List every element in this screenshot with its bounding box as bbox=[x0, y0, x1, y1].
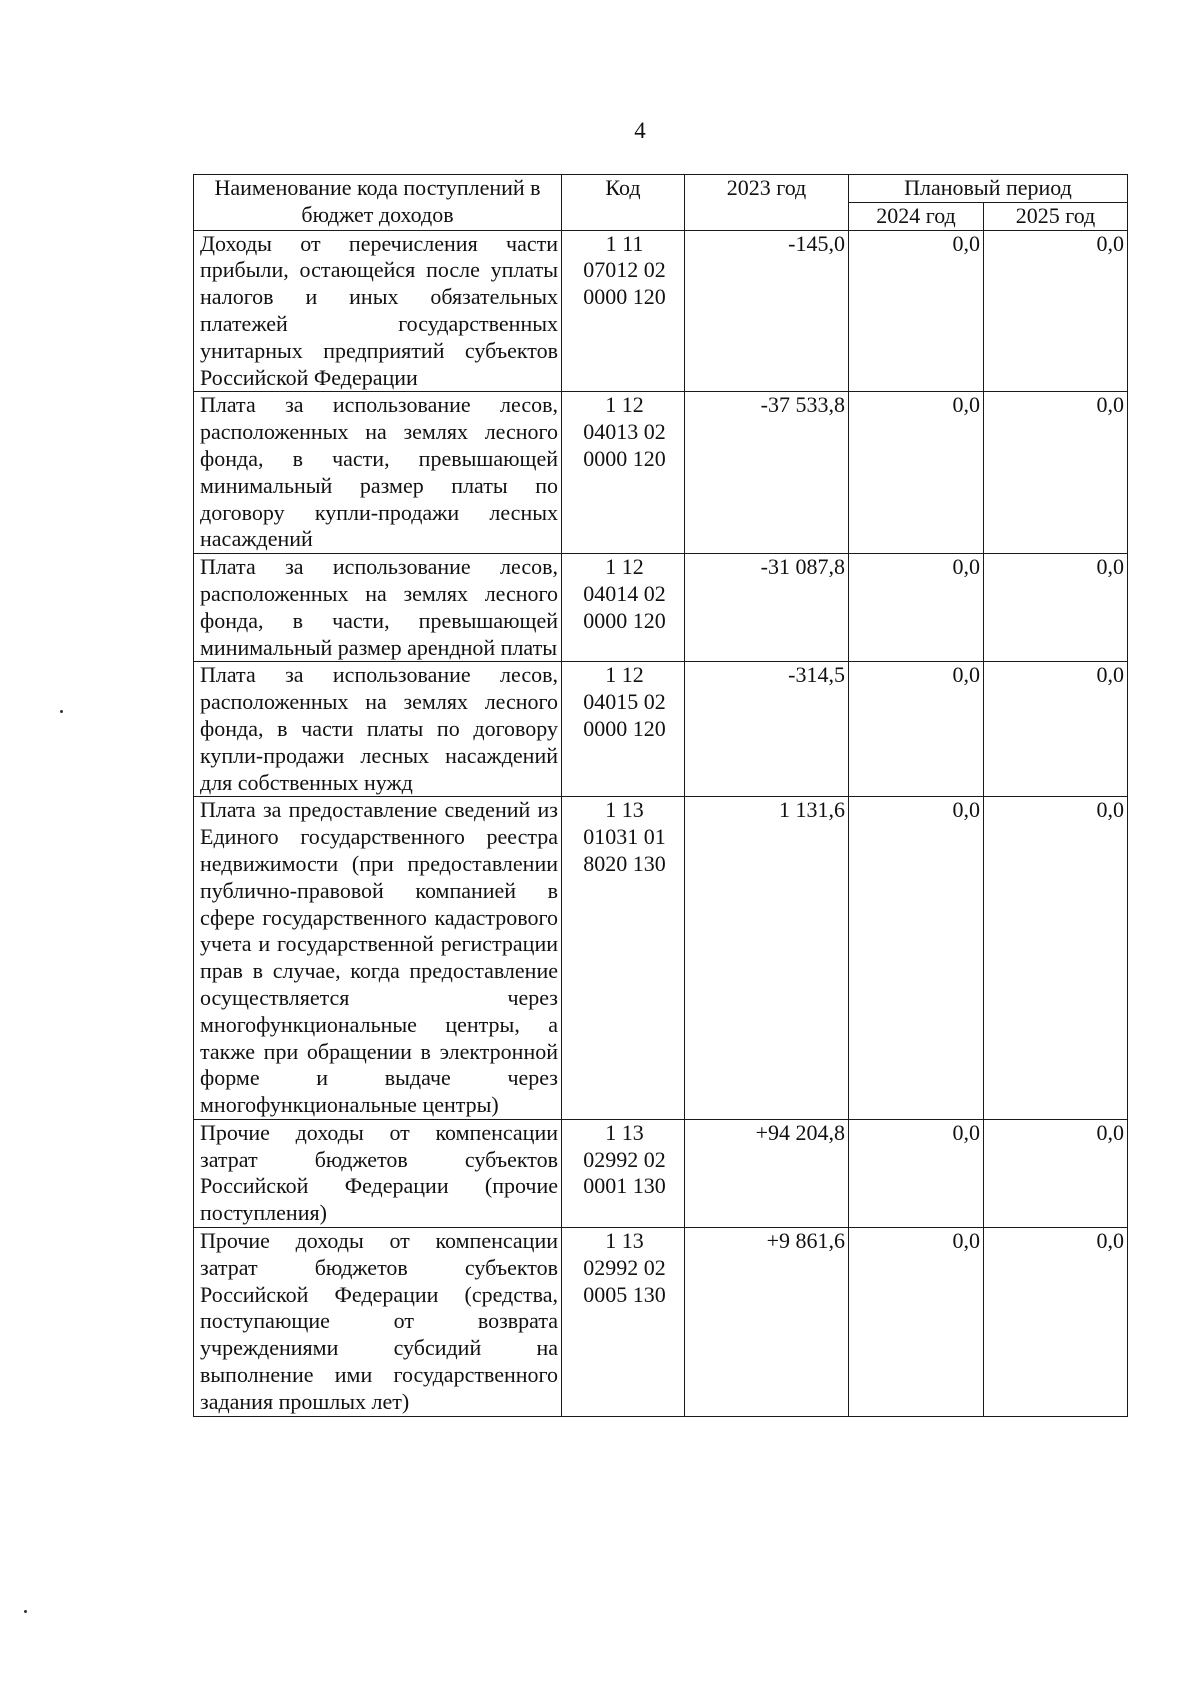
code-line: 1 12 bbox=[605, 554, 644, 580]
value-2023: +94 204,8 bbox=[685, 1119, 849, 1227]
value-2024: 0,0 bbox=[849, 230, 984, 392]
code-line: 04013 02 bbox=[583, 419, 666, 445]
value-2024: 0,0 bbox=[849, 797, 984, 1120]
code-line: 0000 120 bbox=[583, 284, 666, 310]
value-2025: 0,0 bbox=[984, 797, 1128, 1120]
code-line: 02992 02 bbox=[583, 1254, 666, 1280]
table-row bbox=[194, 797, 1128, 1120]
revenue-code bbox=[562, 662, 685, 797]
table-row bbox=[194, 1119, 1128, 1227]
value-2025: 0,0 bbox=[984, 1119, 1128, 1227]
table-row bbox=[194, 554, 1128, 662]
code-line: 1 11 bbox=[605, 230, 644, 256]
revenue-name: Плата за использование лесов, расположенных на землях лесного фонда, в части, превышающей минимальный размер арендной платы bbox=[194, 554, 562, 662]
value-2025: 0,0 bbox=[984, 1228, 1128, 1417]
header-year-2024: 2024 год bbox=[849, 202, 984, 230]
value-2023: -31 087,8 bbox=[685, 554, 849, 662]
revenue-name: Плата за использование лесов, расположенных на землях лесного фонда, в части, превышающей минимальный размер платы по договору купли-продажи лесных насаждений bbox=[194, 392, 562, 554]
code-line: 1 13 bbox=[605, 797, 644, 823]
revenue-name: Прочие доходы от компенсации затрат бюджетов субъектов Российской Федерации (прочие поступления) bbox=[194, 1119, 562, 1227]
value-2025: 0,0 bbox=[984, 230, 1128, 392]
table-header-row bbox=[194, 175, 1128, 203]
code-line: 0000 120 bbox=[583, 607, 666, 633]
header-year-2025: 2025 год bbox=[984, 202, 1128, 230]
table-row bbox=[194, 392, 1128, 554]
value-2024: 0,0 bbox=[849, 554, 984, 662]
code-line: 04015 02 bbox=[583, 689, 666, 715]
scan-speck bbox=[60, 710, 63, 713]
value-2025: 0,0 bbox=[984, 392, 1128, 554]
value-2023: -37 533,8 bbox=[685, 392, 849, 554]
header-code: Код bbox=[562, 175, 685, 231]
revenue-name: Прочие доходы от компенсации затрат бюджетов субъектов Российской Федерации (средства, поступающие от возврата учреждениями субсидий на выполнение ими государственного задания прошлых лет) bbox=[194, 1228, 562, 1417]
revenue-code bbox=[562, 392, 685, 554]
revenue-code bbox=[562, 797, 685, 1120]
code-line: 1 13 bbox=[605, 1228, 644, 1254]
value-2024: 0,0 bbox=[849, 662, 984, 797]
code-line: 07012 02 bbox=[583, 257, 666, 283]
code-line: 0005 130 bbox=[583, 1281, 666, 1307]
revenue-name: Плата за предоставление сведений из Единого государственного реестра недвижимости (при предоставлении публично-правовой компанией в сфере государственного кадастрового учета и государственной регистрации прав в случае, когда предоставление осуществляется через многофункциональные центры, а также при обращении в электронной форме и выдаче через многофункциональные центры) bbox=[194, 797, 562, 1120]
code-line: 1 12 bbox=[605, 392, 644, 418]
code-line: 8020 130 bbox=[583, 850, 666, 876]
code-line: 1 12 bbox=[605, 662, 644, 688]
code-line: 01031 01 bbox=[583, 824, 666, 850]
code-line: 04014 02 bbox=[583, 580, 666, 606]
code-line: 1 13 bbox=[605, 1119, 644, 1145]
scan-speck bbox=[24, 1610, 27, 1613]
value-2024: 0,0 bbox=[849, 392, 984, 554]
value-2025: 0,0 bbox=[984, 554, 1128, 662]
revenue-code bbox=[562, 1228, 685, 1417]
table-row bbox=[194, 230, 1128, 392]
code-line: 0001 130 bbox=[583, 1173, 666, 1199]
header-planned-period: Плановый период bbox=[849, 175, 1128, 203]
revenue-code bbox=[562, 1119, 685, 1227]
value-2025: 0,0 bbox=[984, 662, 1128, 797]
table-row bbox=[194, 1228, 1128, 1417]
revenue-name: Плата за использование лесов, расположенных на землях лесного фонда, в части платы по договору купли-продажи лесных насаждений для собственных нужд bbox=[194, 662, 562, 797]
revenue-code bbox=[562, 230, 685, 392]
code-line: 0000 120 bbox=[583, 445, 666, 471]
revenue-name: Доходы от перечисления части прибыли, остающейся после уплаты налогов и иных обязательных платежей государственных унитарных предприятий субъектов Российской Федерации bbox=[194, 230, 562, 392]
budget-revenue-table bbox=[193, 174, 1128, 1417]
page-number: 4 bbox=[634, 118, 646, 143]
header-year-2023: 2023 год bbox=[685, 175, 849, 231]
value-2023: 1 131,6 bbox=[685, 797, 849, 1120]
revenue-code bbox=[562, 554, 685, 662]
table-row bbox=[194, 662, 1128, 797]
value-2024: 0,0 bbox=[849, 1228, 984, 1417]
value-2023: -145,0 bbox=[685, 230, 849, 392]
value-2023: -314,5 bbox=[685, 662, 849, 797]
code-line: 0000 120 bbox=[583, 715, 666, 741]
value-2024: 0,0 bbox=[849, 1119, 984, 1227]
value-2023: +9 861,6 bbox=[685, 1228, 849, 1417]
header-name: Наименование кода поступлений в бюджет доходов bbox=[194, 175, 562, 231]
code-line: 02992 02 bbox=[583, 1146, 666, 1172]
